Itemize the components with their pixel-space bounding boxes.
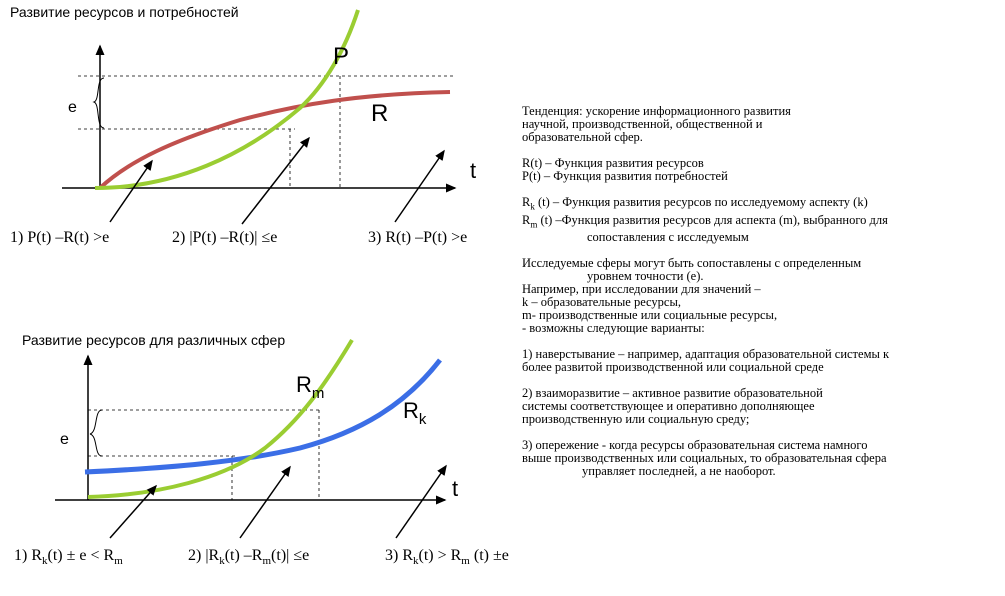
text-line: управляет последней, а не наоборот. [582,464,776,478]
bottom-rm-label: $R_m$ [296,372,325,402]
bottom-t-label: t [452,476,459,501]
example-block [522,283,1005,335]
text-line: образовательной сфер. [522,130,643,144]
top-condition-1: 1) P(t) –R(t) >e [10,229,110,246]
bottom-arrow-3 [396,466,446,538]
text-line: Тенденция: ускорение информационного развития [522,104,791,118]
bottom-condition-3: 3) $R_k(t) > R_m$ (t) ±e [385,547,509,567]
text-line: - возможны следующие варианты: [522,321,705,335]
text-line: сопоставления с исследуемым [587,230,749,244]
top-diagram-title: Развитие ресурсов и потребностей [10,4,239,20]
text-line: более развитой производственной или социальной среде [522,360,824,374]
bottom-rk-label: $R_k$ [403,398,427,428]
text-line: выше производственных или социальных, то образовательная сфера [522,451,887,465]
bottom-e-label: e [60,431,69,448]
top-condition-2: 2) |P(t) –R(t)| ≤e [172,229,278,246]
text-line: P(t) – Функция развития потребностей [522,169,728,183]
text-line: $R_m$ (t) –Функция развития ресурсов для аспекта (m), выбранного для [522,212,888,229]
bottom-arrow-2 [240,467,290,538]
text-line: научной, производственной, общественной и [522,117,763,131]
tendency-block [522,105,1005,144]
top-e-label: e [68,99,77,116]
bottom-diagram [14,340,509,567]
top-arrow-3 [395,151,444,222]
bottom-diagram-title: Развитие ресурсов для различных сфер [22,332,286,348]
text-line: 1) наверстывание – например, адаптация образовательной системы к [522,347,890,361]
variant-3-block [522,439,1005,478]
text-line: 3) опережение - когда ресурсы образовательная система намного [522,438,868,452]
top-r-label: R [371,100,389,127]
text-line: k – образовательные ресурсы, [522,295,682,309]
functions-block [522,157,1005,183]
description-text [522,105,1005,478]
variant-2-block [522,387,1005,426]
text-line: m- производственные или социальные ресурсы, [522,308,778,322]
bottom-curve-rk [85,360,440,472]
bottom-condition-1: 1) $R_k(t) \pm e < R_m$ [14,547,123,567]
aspect-functions-block [522,196,1005,244]
top-curve-r [100,92,450,188]
text-line: производственную или социальную среду; [522,412,750,426]
text-line: Исследуемые сферы могут быть сопоставлены с определенным [522,256,862,270]
bottom-e-brace [90,410,102,456]
top-condition-3: 3) R(t) –P(t) >e [368,229,468,246]
variant-1-block [522,348,1005,374]
top-t-label: t [470,158,477,183]
text-line: R(t) – Функция развития ресурсов [522,156,704,170]
top-e-brace [94,78,104,128]
text-line: системы соответствующее и оперативно дополняющее [522,399,815,413]
compare-block [522,257,1005,283]
text-line: $R_k$ (t) – Функция развития ресурсов по исследуемому аспекту (k) [522,195,868,212]
top-arrow-1 [110,161,152,222]
text-line: уровнем точности (e). [587,269,704,283]
top-arrow-2 [242,138,309,224]
bottom-curve-rm [88,340,352,497]
bottom-condition-2: 2) $|R_k(t)$ $-R_m(t)| \le e$ [188,547,310,567]
top-p-label: P [333,43,350,70]
top-diagram [10,10,476,246]
text-line: 2) взаиморазвитие – активное развитие образовательной [522,386,823,400]
text-line: Например, при исследовании для значений – [522,282,761,296]
